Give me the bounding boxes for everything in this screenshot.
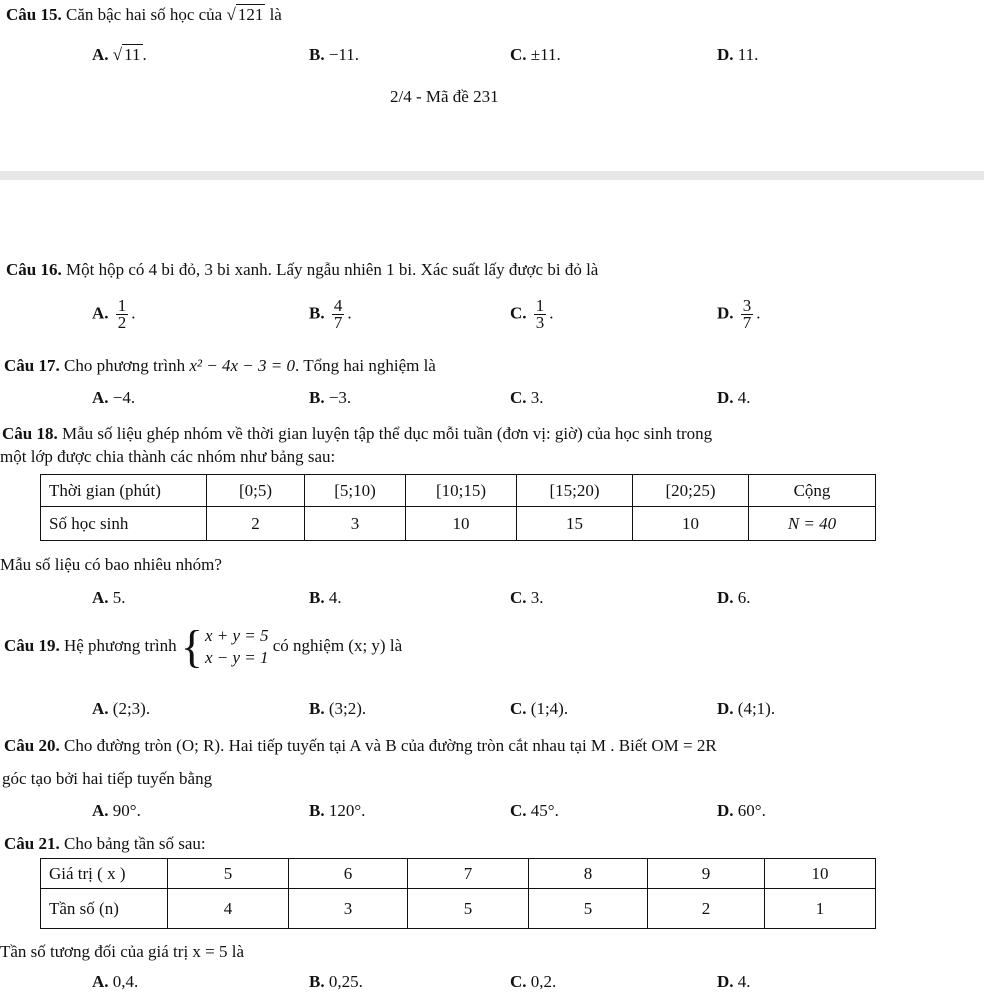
q15-option-b[interactable] xyxy=(309,44,359,66)
table-cell: 2 xyxy=(648,889,765,929)
fraction xyxy=(534,298,547,331)
q21-option-b[interactable] xyxy=(309,971,363,993)
q18-stem xyxy=(2,423,712,445)
q15-number: Câu 15. xyxy=(6,5,62,24)
option-label: D. xyxy=(717,45,734,64)
q20-stem xyxy=(4,735,717,757)
option-text: 0,4. xyxy=(112,972,139,991)
q15-radicand: 121 xyxy=(237,5,264,24)
option-label: D. xyxy=(717,303,734,323)
table-row xyxy=(41,889,876,929)
q20-option-b[interactable] xyxy=(309,800,365,822)
q17-option-d[interactable] xyxy=(717,387,751,409)
q20-number: Câu 20. xyxy=(4,736,60,755)
option-text: (3;2). xyxy=(328,699,367,718)
q17-option-a[interactable] xyxy=(92,387,135,409)
option-text: 3. xyxy=(530,588,544,607)
option-label: C. xyxy=(510,972,527,991)
q18-question: Mẫu số liệu có bao nhiêu nhóm? xyxy=(0,555,222,574)
option-text: (2;3). xyxy=(112,699,151,718)
table-cell: Thời gian (phút) xyxy=(41,475,207,507)
table-cell: 7 xyxy=(408,859,529,889)
option-label: D. xyxy=(717,388,734,407)
denominator: 7 xyxy=(333,313,343,332)
q16-stem xyxy=(6,259,598,281)
q17-equation: x² − 4x − 3 = 0 xyxy=(189,356,295,375)
option-label: D. xyxy=(717,699,734,718)
q18-option-a[interactable] xyxy=(92,587,126,609)
q20-text: Cho đường tròn (O; R). Hai tiếp tuyến tại A và B của đường tròn cắt nhau tại M . Biết OM = 2R xyxy=(63,736,717,755)
option-text: 4. xyxy=(737,972,751,991)
option-label: C. xyxy=(510,45,527,64)
q16-option-b[interactable]: B. $\frac{4}{7}$ . xyxy=(309,296,352,332)
option-text: 0,25. xyxy=(328,972,363,991)
q18-text-line2: một lớp được chia thành các nhóm như bảng sau: xyxy=(0,447,336,466)
option-label: A. xyxy=(92,45,109,64)
numerator: 1 xyxy=(117,296,127,315)
table-cell: N = 40 xyxy=(749,507,876,541)
q16-option-c[interactable]: C. $\frac{1}{3}$ . xyxy=(510,296,554,332)
option-label: D. xyxy=(717,972,734,991)
q19-number: Câu 19. xyxy=(4,636,60,655)
option-label: A. xyxy=(92,303,109,323)
table-row xyxy=(41,507,876,541)
page-divider xyxy=(0,171,984,180)
table-cell: 4 xyxy=(168,889,289,929)
table-cell: [0;5) xyxy=(207,475,305,507)
option-label: A. xyxy=(92,388,109,407)
table-cell: 8 xyxy=(529,859,648,889)
q18-option-d[interactable] xyxy=(717,587,751,609)
option-label: D. xyxy=(717,801,734,820)
q17-text-after: . Tổng hai nghiệm là xyxy=(295,356,436,375)
q19-stem xyxy=(4,621,403,673)
option-label: B. xyxy=(309,699,325,718)
option-label: B. xyxy=(309,303,325,323)
option-label: C. xyxy=(510,303,527,323)
option-label: C. xyxy=(510,699,527,718)
q15-option-c[interactable] xyxy=(510,44,561,66)
table-cell: 15 xyxy=(517,507,633,541)
denominator: 3 xyxy=(535,313,545,332)
q17-option-c[interactable] xyxy=(510,387,544,409)
option-text: 0,2. xyxy=(530,972,557,991)
table-cell: 10 xyxy=(633,507,749,541)
q18-option-c[interactable] xyxy=(510,587,544,609)
option-text: 90°. xyxy=(112,801,141,820)
q15-text: Căn bậc hai số học của xyxy=(65,5,223,24)
fraction xyxy=(116,298,129,331)
option-label: A. xyxy=(92,588,109,607)
q18-number: Câu 18. xyxy=(2,424,58,443)
q16-option-d[interactable]: D. $\frac{3}{7}$ . xyxy=(717,296,761,332)
option-label: C. xyxy=(510,801,527,820)
q19-text: Hệ phương trình xyxy=(63,636,177,655)
option-label: B. xyxy=(309,45,325,64)
table-cell: [10;15) xyxy=(406,475,517,507)
table-cell: 5 xyxy=(168,859,289,889)
option-label: B. xyxy=(309,972,325,991)
q15-option-a[interactable] xyxy=(92,44,147,66)
option-label: B. xyxy=(309,588,325,607)
option-label: A. xyxy=(92,972,109,991)
q19-equation-1: x + y = 5 xyxy=(204,626,269,646)
option-label: B. xyxy=(309,388,325,407)
q21-number: Câu 21. xyxy=(4,834,60,853)
q19-option-a[interactable] xyxy=(92,698,150,720)
table-cell: Cộng xyxy=(749,475,876,507)
table-cell: Giá trị ( x ) xyxy=(41,859,168,889)
sqrt-icon: √ 121 xyxy=(226,5,264,24)
q18-text: Mẫu số liệu ghép nhóm về thời gian luyện tập thể dục mỗi tuần (đơn vị: giờ) của học sinh trong xyxy=(61,424,713,443)
option-text: 60°. xyxy=(737,801,766,820)
system-brace-icon: { x + y = 5 x − y = 1 xyxy=(180,621,269,673)
option-text: (4;1). xyxy=(737,699,776,718)
q15-after: là xyxy=(269,5,282,24)
q21-option-c[interactable] xyxy=(510,971,556,993)
fraction xyxy=(741,298,754,331)
q20-option-c[interactable] xyxy=(510,800,559,822)
option-text: ±11. xyxy=(530,45,561,64)
table-cell: 5 xyxy=(529,889,648,929)
q17-number: Câu 17. xyxy=(4,356,60,375)
denominator: 7 xyxy=(742,313,752,332)
q21-question: Tần số tương đối của giá trị x = 5 là xyxy=(0,942,245,961)
table-cell: 10 xyxy=(765,859,876,889)
denominator: 2 xyxy=(117,313,127,332)
option-text: 4. xyxy=(737,388,751,407)
table-cell: 9 xyxy=(648,859,765,889)
q21-stem xyxy=(4,833,206,855)
table-cell: [20;25) xyxy=(633,475,749,507)
option-suffix: . xyxy=(142,45,147,64)
q20-option-a[interactable] xyxy=(92,800,141,822)
q20-option-d[interactable] xyxy=(717,800,766,822)
table-cell: Tần số (n) xyxy=(41,889,168,929)
table-cell: Số học sinh xyxy=(41,507,207,541)
table-cell: [15;20) xyxy=(517,475,633,507)
q17-option-b[interactable] xyxy=(309,387,351,409)
q16-option-a[interactable]: A. $\frac{1}{2}$ . xyxy=(92,296,136,332)
q19-option-d[interactable] xyxy=(717,698,775,720)
q19-after: có nghiệm (x; y) là xyxy=(272,636,403,655)
table-cell: 3 xyxy=(289,889,408,929)
page-footer: 2/4 - Mã đề 231 xyxy=(390,87,499,106)
q15-option-d[interactable] xyxy=(717,44,758,66)
table-cell: 3 xyxy=(305,507,406,541)
q20-text-line2: góc tạo bởi hai tiếp tuyến bằng xyxy=(2,769,213,788)
table-cell: 2 xyxy=(207,507,305,541)
q19-option-b[interactable] xyxy=(309,698,366,720)
option-text: 5. xyxy=(112,588,126,607)
numerator: 3 xyxy=(742,296,752,315)
option-label: A. xyxy=(92,699,109,718)
option-text: 6. xyxy=(737,588,751,607)
q18-table xyxy=(40,474,876,541)
option-text: (1;4). xyxy=(530,699,569,718)
option-text: 4. xyxy=(328,588,342,607)
q21-text: Cho bảng tần số sau: xyxy=(63,834,206,853)
option-label: A. xyxy=(92,801,109,820)
q21-table xyxy=(40,858,876,929)
table-row xyxy=(41,475,876,507)
fraction xyxy=(332,298,345,331)
q17-text: Cho phương trình xyxy=(63,356,186,375)
q16-text: Một hộp có 4 bi đỏ, 3 bi xanh. Lấy ngẫu nhiên 1 bi. Xác suất lấy được bi đỏ là xyxy=(65,260,599,279)
q19-equation-2: x − y = 1 xyxy=(204,648,269,668)
option-text: −11. xyxy=(328,45,360,64)
numerator: 4 xyxy=(333,296,343,315)
option-label: B. xyxy=(309,801,325,820)
table-row xyxy=(41,859,876,889)
table-cell: 5 xyxy=(408,889,529,929)
option-text: 11. xyxy=(737,45,759,64)
option-text: 11 xyxy=(124,45,141,64)
q16-number: Câu 16. xyxy=(6,260,62,279)
option-text: −3. xyxy=(328,388,352,407)
option-text: 3. xyxy=(530,388,544,407)
q21-option-a[interactable] xyxy=(92,971,138,993)
q19-option-c[interactable] xyxy=(510,698,568,720)
q18-option-b[interactable] xyxy=(309,587,342,609)
sqrt-icon: √ 11 xyxy=(112,45,141,64)
table-cell: 6 xyxy=(289,859,408,889)
table-cell: 1 xyxy=(765,889,876,929)
option-text: −4. xyxy=(112,388,136,407)
table-cell: [5;10) xyxy=(305,475,406,507)
q21-option-d[interactable] xyxy=(717,971,751,993)
option-label: C. xyxy=(510,588,527,607)
option-label: C. xyxy=(510,388,527,407)
q15-stem xyxy=(6,4,282,26)
option-text: 45°. xyxy=(530,801,559,820)
option-label: D. xyxy=(717,588,734,607)
numerator: 1 xyxy=(535,296,545,315)
q17-stem xyxy=(4,355,436,377)
option-text: 120°. xyxy=(328,801,366,820)
table-cell: 10 xyxy=(406,507,517,541)
